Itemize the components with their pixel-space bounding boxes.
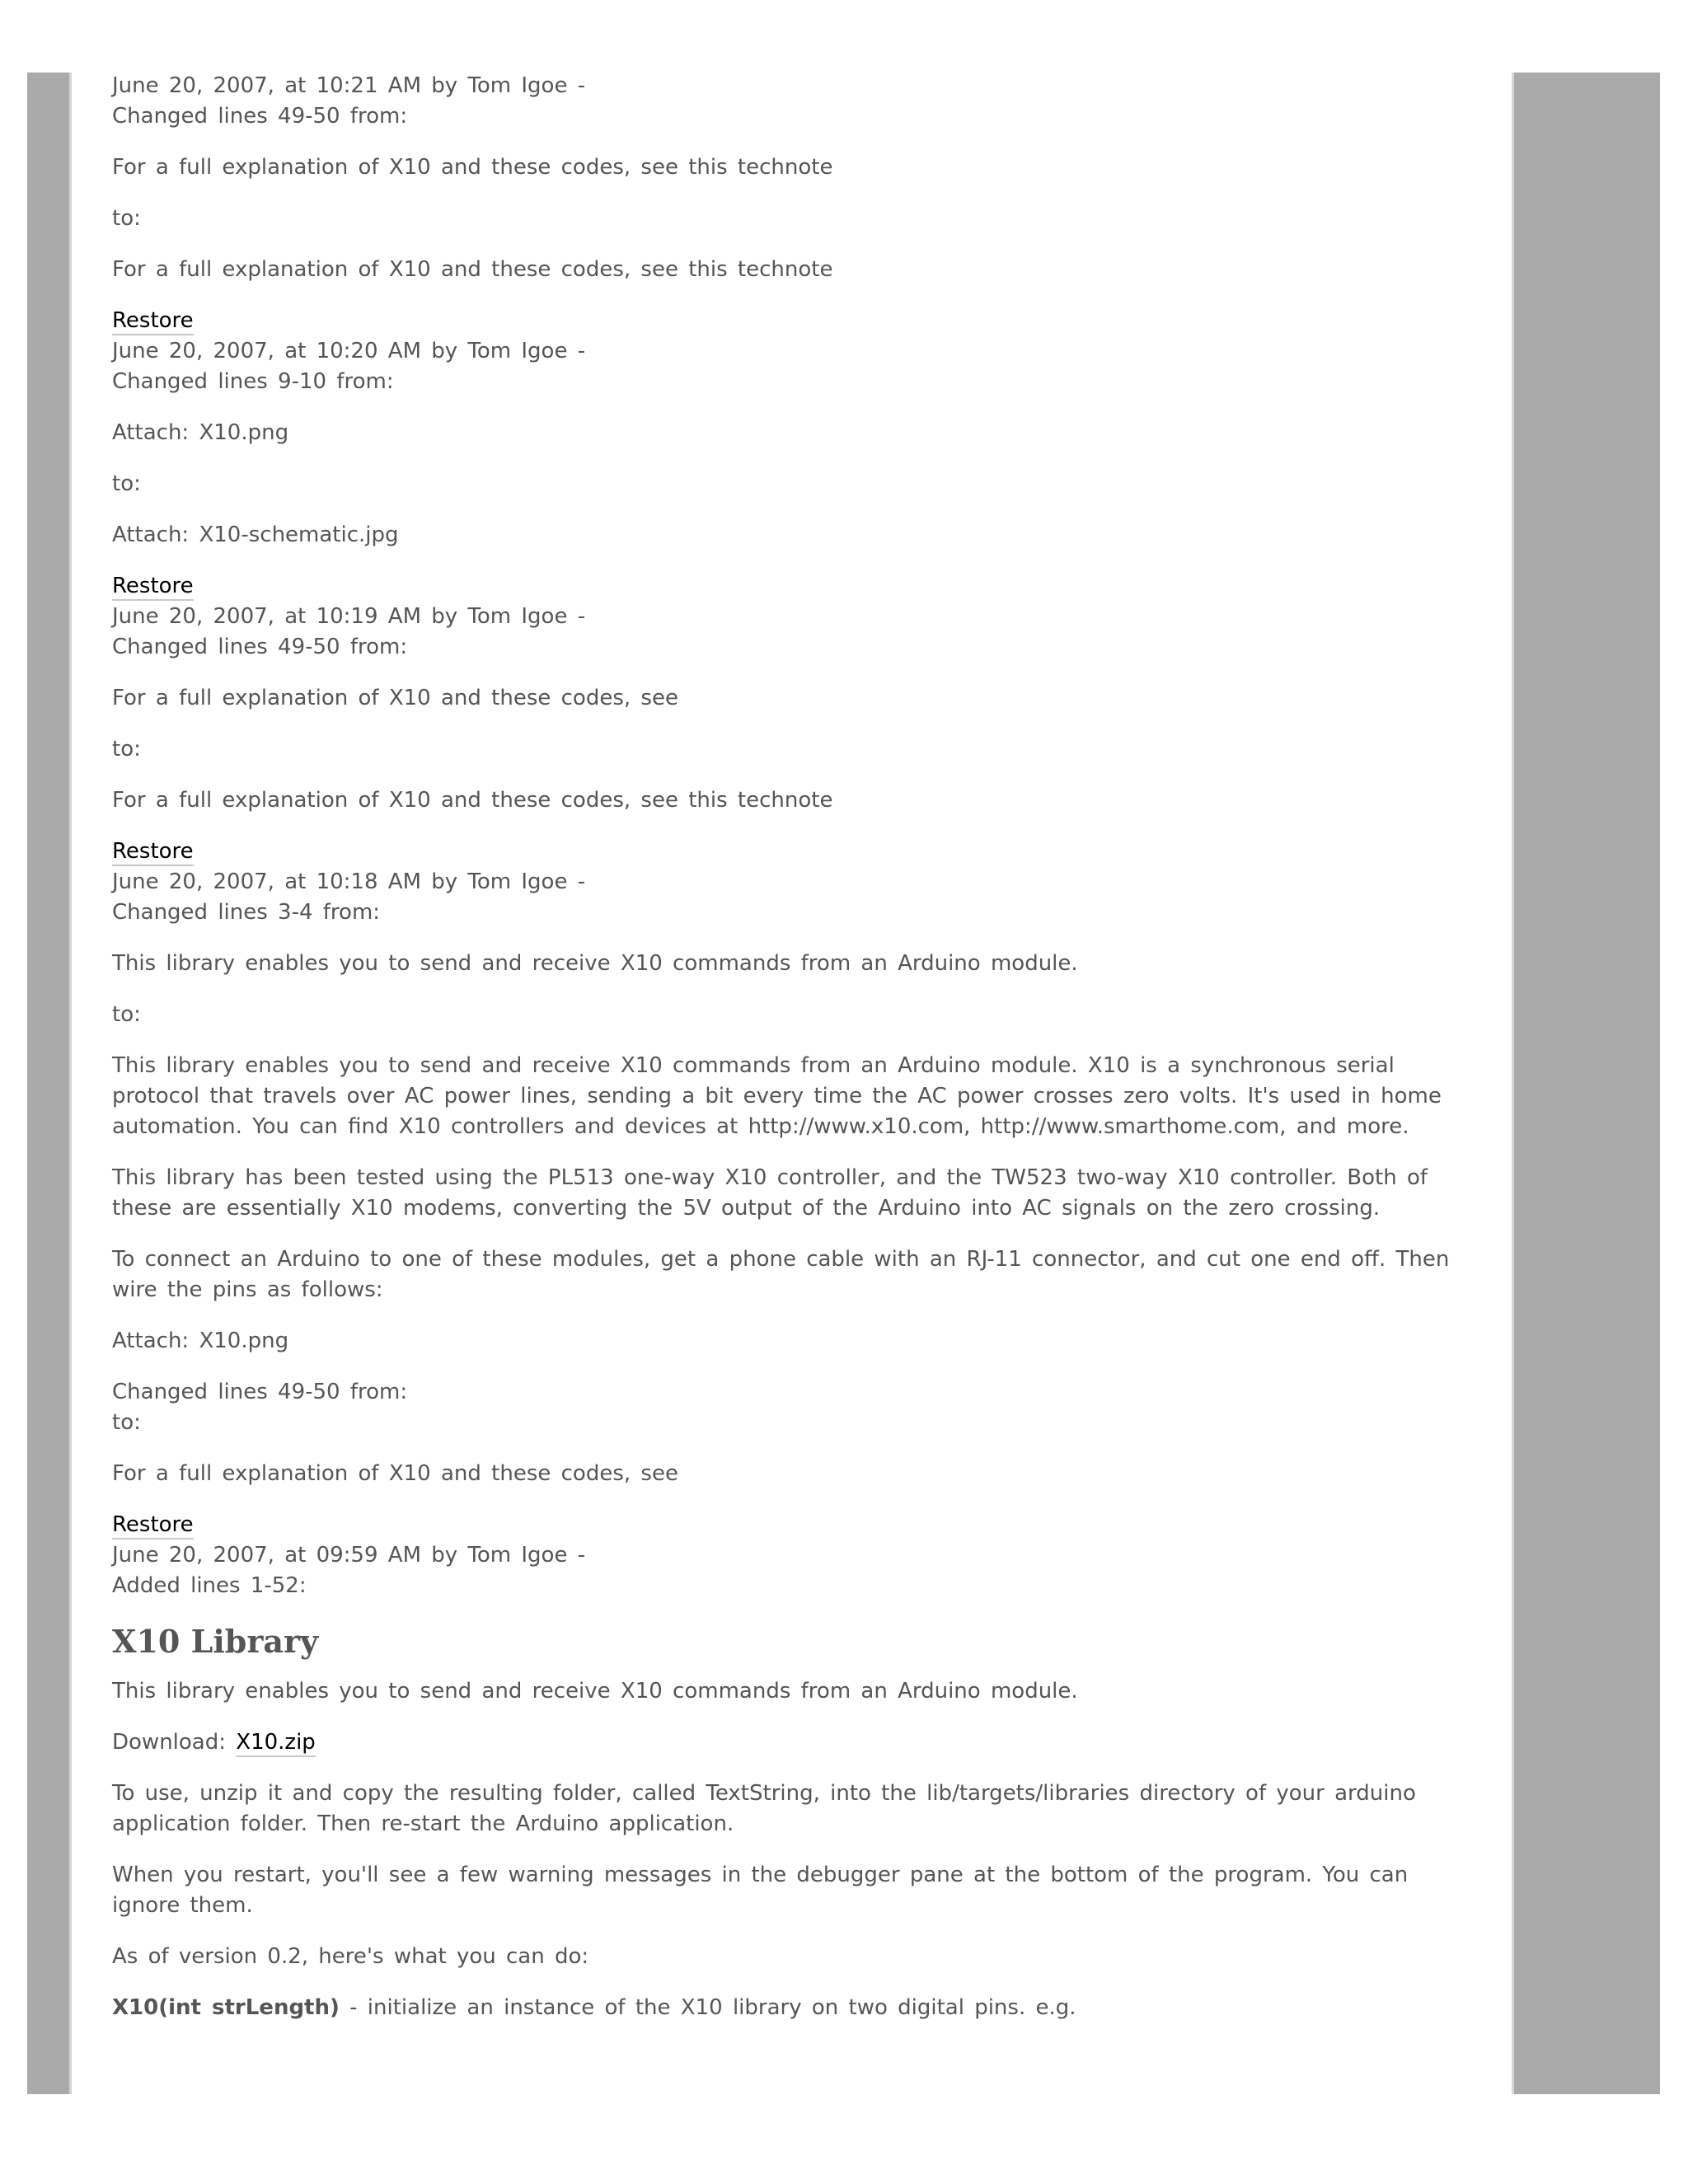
restore-link[interactable]: Restore: [112, 1511, 194, 1540]
restore-link[interactable]: Restore: [112, 307, 194, 335]
diff-from-text: Attach: X10.png: [112, 420, 289, 445]
revision-entry-header: [112, 571, 1451, 663]
revision-timestamp: June 20, 2007, at 10:20 AM by Tom Igoe -: [112, 339, 586, 363]
revision-timestamp: June 20, 2007, at 10:18 AM by Tom Igoe -: [112, 869, 586, 894]
restore-link[interactable]: Restore: [112, 573, 194, 601]
library-heading: X10 Library: [112, 1623, 319, 1660]
version-paragraph: As of version 0.2, here's what you can do:: [112, 1944, 589, 1969]
diff-from-text: This library enables you to send and receive X10 commands from an Arduino module.: [112, 951, 1078, 976]
diff-to-paragraph: This library enables you to send and receive X10 commands from an Arduino module. X10 is a synchronous serial protocol that travels over AC power lines, sending a bit every time the AC power crosses zero volts. It's used in home automation. You can find X10 controllers and devices at http://www.x10.com, http://www.smarthome.com, and more.: [112, 1053, 1442, 1139]
api-function-name: X10(int strLength): [112, 1995, 340, 2020]
diff-to-label: to:: [112, 1410, 141, 1435]
api-function-desc: - initialize an instance of the X10 library on two digital pins. e.g.: [339, 1995, 1076, 2020]
diff-from-text: For a full explanation of X10 and these codes, see this technote: [112, 155, 833, 180]
diff-to-paragraph: This library has been tested using the PL513 one-way X10 controller, and the TW523 two-way X10 controller. Both of these are essentially X10 modems, converting the 5V output of the Arduino into AC signals on the zero crossing.: [112, 1165, 1428, 1221]
diff-to-label: to:: [112, 737, 141, 762]
revision-timestamp: June 20, 2007, at 10:21 AM by Tom Igoe -: [112, 73, 586, 98]
revision-entry-header: [112, 306, 1451, 397]
usage-paragraph: To use, unzip it and copy the resulting folder, called TextString, into the lib/targets/libraries directory of your arduino application folder. Then re-start the Arduino application.: [112, 1781, 1416, 1836]
left-sidebar-edge: [69, 73, 72, 2094]
diff-to-label: to:: [112, 471, 141, 496]
revision-change-block: [112, 1377, 1451, 1438]
revision-change-summary: Changed lines 9-10 from:: [112, 369, 394, 394]
revision-change-summary: Changed lines 49-50 from:: [112, 104, 408, 129]
diff-to-label: to:: [112, 1002, 141, 1027]
diff-to-label: to:: [112, 206, 141, 231]
page-history-content: [112, 71, 1451, 2044]
left-sidebar-bar: [27, 73, 69, 2094]
diff-to-paragraph: To connect an Arduino to one of these modules, get a phone cable with an RJ-11 connector, and cut one end off. Then wire the pins as follows:: [112, 1247, 1450, 1302]
download-link[interactable]: X10.zip: [236, 1729, 316, 1757]
restart-paragraph: When you restart, you'll see a few warning messages in the debugger pane at the bottom of the program. You can ignore them.: [112, 1863, 1409, 1918]
revision-timestamp: June 20, 2007, at 09:59 AM by Tom Igoe -: [112, 1543, 586, 1568]
download-line: [112, 1727, 1451, 1758]
right-sidebar-bar: [1514, 73, 1660, 2094]
restore-link[interactable]: Restore: [112, 838, 194, 866]
diff-to-text: For a full explanation of X10 and these codes, see this technote: [112, 788, 833, 813]
api-description: [112, 1993, 1451, 2023]
diff-to-text: Attach: X10-schematic.jpg: [112, 523, 399, 547]
revision-change-summary: Changed lines 49-50 from:: [112, 1380, 408, 1404]
revision-entry-header: [112, 71, 1451, 132]
revision-change-summary: Changed lines 3-4 from:: [112, 900, 381, 925]
diff-to-text: For a full explanation of X10 and these codes, see: [112, 1461, 678, 1486]
diff-from-text: For a full explanation of X10 and these codes, see: [112, 686, 678, 710]
download-label: Download:: [112, 1730, 226, 1755]
diff-to-text: For a full explanation of X10 and these codes, see this technote: [112, 257, 833, 282]
diff-to-paragraph: Attach: X10.png: [112, 1329, 289, 1353]
library-intro: This library enables you to send and receive X10 commands from an Arduino module.: [112, 1679, 1078, 1704]
revision-timestamp: June 20, 2007, at 10:19 AM by Tom Igoe -: [112, 604, 586, 629]
revision-entry-header: [112, 1510, 1451, 1601]
revision-entry-header: [112, 837, 1451, 928]
revision-change-summary: Added lines 1-52:: [112, 1573, 307, 1598]
revision-change-summary: Changed lines 49-50 from:: [112, 635, 408, 659]
